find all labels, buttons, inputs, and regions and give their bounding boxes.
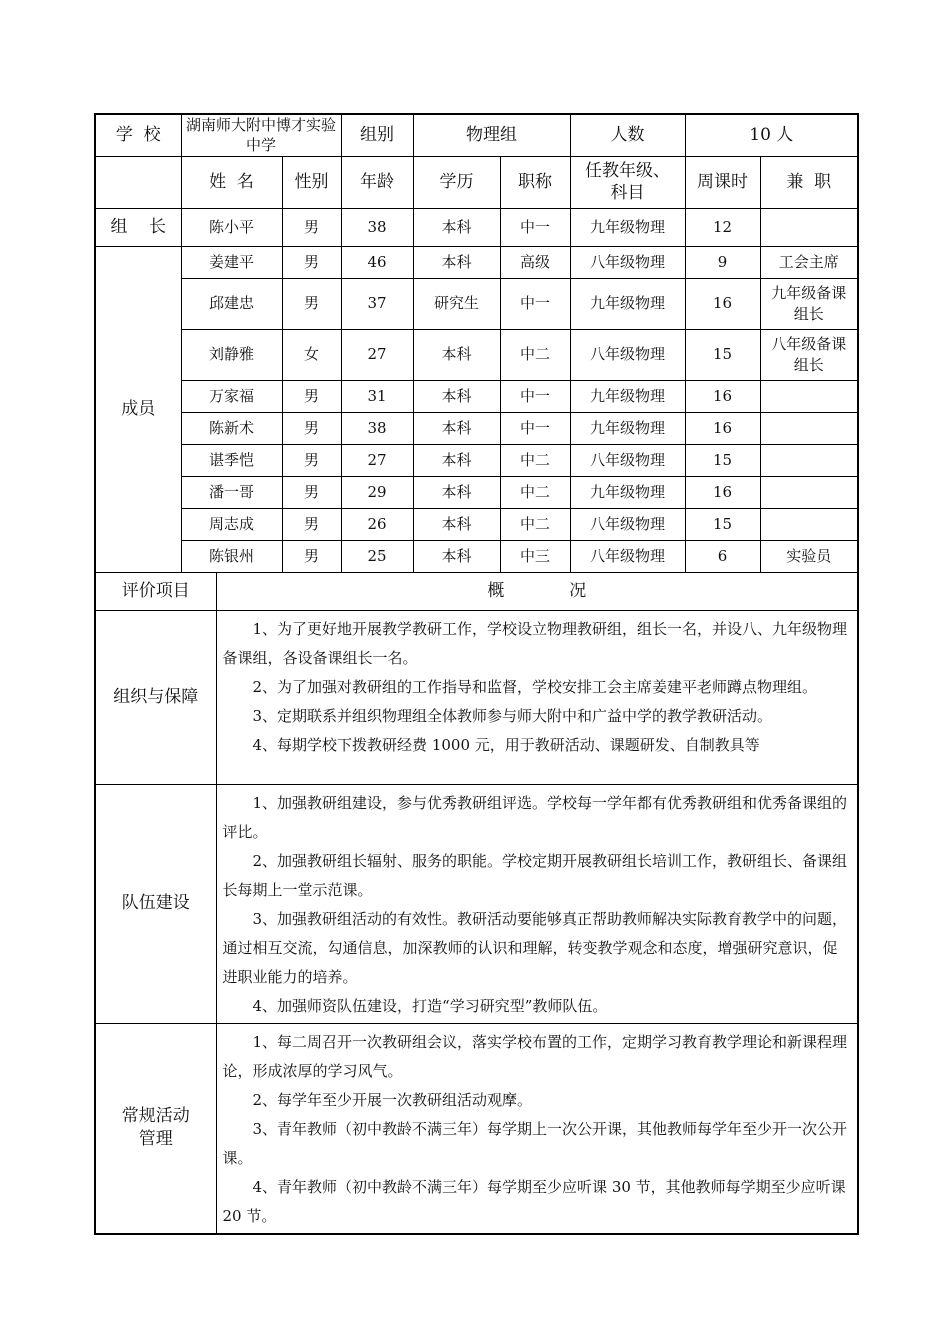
member-hours: 9	[685, 246, 760, 278]
member-education: 本科	[413, 380, 500, 412]
col-age: 年龄	[341, 156, 413, 208]
leader-role: 组 长	[95, 208, 181, 246]
member-title: 中二	[500, 329, 570, 380]
col-extra: 兼 职	[760, 156, 858, 208]
members-label: 成员	[95, 246, 181, 572]
member-row	[95, 380, 858, 412]
member-education: 研究生	[413, 278, 500, 329]
member-extra: 九年级备课组长	[760, 278, 858, 329]
member-hours: 16	[685, 476, 760, 508]
section-paragraph: 1、加强教研组建设，参与优秀教研组评选。学校每一学年都有优秀教研组和优秀备课组的评比。	[222, 793, 848, 841]
member-extra	[760, 476, 858, 508]
member-title: 中三	[500, 540, 570, 572]
member-extra	[760, 380, 858, 412]
section-label: 队伍建设	[95, 784, 216, 1023]
member-age: 29	[341, 476, 413, 508]
col-subject: 任教年级、科目	[570, 156, 685, 208]
section-paragraph: 2、为了加强对教研组的工作指导和监督，学校安排工会主席姜建平老师蹲点物理组。	[252, 677, 818, 696]
section-paragraph: 3、青年教师（初中教龄不满三年）每学期上一次公开课，其他教师每学年至少开一次公开课。	[222, 1119, 848, 1167]
member-subject: 八年级物理	[570, 246, 685, 278]
member-age: 26	[341, 508, 413, 540]
member-name: 潘一哥	[181, 476, 282, 508]
member-hours: 15	[685, 329, 760, 380]
member-education: 本科	[413, 476, 500, 508]
leader-age: 38	[341, 208, 413, 246]
leader-gender: 男	[282, 208, 341, 246]
group-table	[94, 113, 859, 1235]
member-age: 25	[341, 540, 413, 572]
member-extra: 实验员	[760, 540, 858, 572]
member-name: 姜建平	[181, 246, 282, 278]
evaluation-header-row	[95, 572, 858, 610]
member-row	[95, 476, 858, 508]
member-gender: 男	[282, 540, 341, 572]
research-group-form	[94, 113, 857, 1235]
section-paragraph: 3、定期联系并组织物理组全体教师参与师大附中和广益中学的教学教研活动。	[252, 706, 773, 725]
member-education: 本科	[413, 329, 500, 380]
member-subject: 八年级物理	[570, 540, 685, 572]
member-row	[95, 246, 858, 278]
leader-extra	[760, 208, 858, 246]
member-name: 陈银州	[181, 540, 282, 572]
member-row	[95, 444, 858, 476]
member-title: 高级	[500, 246, 570, 278]
section-paragraph: 3、加强教研组活动的有效性。教研活动要能够真正帮助教师解决实际教育教学中的问题，通过相互交流，勾通信息，加深教师的认识和理解，转变教学观念和态度，增强研究意识，促进职业能力的培养。	[222, 909, 848, 986]
member-gender: 男	[282, 508, 341, 540]
member-name: 刘静雅	[181, 329, 282, 380]
leader-hours: 12	[685, 208, 760, 246]
member-education: 本科	[413, 412, 500, 444]
member-hours: 6	[685, 540, 760, 572]
member-gender: 男	[282, 444, 341, 476]
evaluation-section	[95, 1023, 858, 1234]
member-name: 周志成	[181, 508, 282, 540]
member-row	[95, 412, 858, 444]
member-education: 本科	[413, 508, 500, 540]
member-subject: 九年级物理	[570, 476, 685, 508]
section-label: 常规活动管理	[95, 1023, 216, 1234]
leader-name: 陈小平	[181, 208, 282, 246]
overview-label: 概 况	[216, 572, 858, 610]
count-label: 人数	[570, 114, 685, 156]
leader-education: 本科	[413, 208, 500, 246]
member-age: 38	[341, 412, 413, 444]
member-hours: 15	[685, 508, 760, 540]
member-gender: 男	[282, 246, 341, 278]
leader-row	[95, 208, 858, 246]
member-education: 本科	[413, 540, 500, 572]
section-content	[216, 784, 858, 1023]
member-age: 37	[341, 278, 413, 329]
member-subject: 八年级物理	[570, 444, 685, 476]
section-paragraph: 1、为了更好地开展教学教研工作，学校设立物理教研组，组长一名，并设八、九年级物理备课组，各设备课组长一名。	[222, 619, 848, 667]
header-row	[95, 114, 858, 156]
member-hours: 16	[685, 278, 760, 329]
member-education: 本科	[413, 444, 500, 476]
member-age: 27	[341, 329, 413, 380]
member-name: 万家福	[181, 380, 282, 412]
member-extra	[760, 508, 858, 540]
member-row	[95, 278, 858, 329]
column-header-row	[95, 156, 858, 208]
col-hours: 周课时	[685, 156, 760, 208]
member-gender: 男	[282, 476, 341, 508]
member-subject: 九年级物理	[570, 380, 685, 412]
member-name: 邱建忠	[181, 278, 282, 329]
member-subject: 九年级物理	[570, 412, 685, 444]
col-education: 学历	[413, 156, 500, 208]
member-title: 中一	[500, 412, 570, 444]
blank-cell	[95, 156, 181, 208]
member-gender: 男	[282, 380, 341, 412]
member-age: 31	[341, 380, 413, 412]
member-age: 27	[341, 444, 413, 476]
section-paragraph: 2、加强教研组长辐射、服务的职能。学校定期开展教研组长培训工作，教研组长、备课组长每期上一堂示范课。	[222, 851, 848, 899]
member-gender: 男	[282, 278, 341, 329]
member-title: 中二	[500, 476, 570, 508]
section-content	[216, 610, 858, 784]
section-paragraph: 4、青年教师（初中教龄不满三年）每学期至少应听课 30 节，其他教师每学期至少应听课 20 节。	[222, 1177, 846, 1225]
member-title: 中二	[500, 444, 570, 476]
section-label: 组织与保障	[95, 610, 216, 784]
member-title: 中二	[500, 508, 570, 540]
evaluation-section	[95, 784, 858, 1023]
member-subject: 九年级物理	[570, 278, 685, 329]
section-paragraph: 1、每二周召开一次教研组会议，落实学校布置的工作，定期学习教育教学理论和新课程理论，形成浓厚的学习风气。	[222, 1032, 848, 1080]
section-paragraph: 4、加强师资队伍建设，打造“学习研究型”教师队伍。	[252, 996, 608, 1015]
col-gender: 性别	[282, 156, 341, 208]
section-content	[216, 1023, 858, 1234]
member-subject: 八年级物理	[570, 508, 685, 540]
member-extra: 工会主席	[760, 246, 858, 278]
evaluation-section	[95, 610, 858, 784]
school-value: 湖南师大附中博才实验中学	[181, 114, 341, 156]
member-row	[95, 540, 858, 572]
member-hours: 16	[685, 380, 760, 412]
member-extra	[760, 412, 858, 444]
member-age: 46	[341, 246, 413, 278]
member-row	[95, 508, 858, 540]
member-subject: 八年级物理	[570, 329, 685, 380]
member-hours: 15	[685, 444, 760, 476]
member-title: 中一	[500, 278, 570, 329]
col-title: 职称	[500, 156, 570, 208]
school-label: 学 校	[95, 114, 181, 156]
col-name: 姓 名	[181, 156, 282, 208]
member-title: 中一	[500, 380, 570, 412]
member-row	[95, 329, 858, 380]
leader-title: 中一	[500, 208, 570, 246]
member-education: 本科	[413, 246, 500, 278]
member-name: 谌季恺	[181, 444, 282, 476]
member-gender: 女	[282, 329, 341, 380]
member-extra: 八年级备课组长	[760, 329, 858, 380]
group-value: 物理组	[413, 114, 570, 156]
group-label: 组别	[341, 114, 413, 156]
member-gender: 男	[282, 412, 341, 444]
evaluation-item-label: 评价项目	[95, 572, 216, 610]
leader-subject: 九年级物理	[570, 208, 685, 246]
count-value: 10 人	[685, 114, 858, 156]
section-paragraph: 4、每期学校下拨教研经费 1000 元，用于教研活动、课题研发、自制教具等	[252, 735, 760, 754]
member-extra	[760, 444, 858, 476]
section-paragraph: 2、每学年至少开展一次教研组活动观摩。	[252, 1090, 533, 1109]
member-hours: 16	[685, 412, 760, 444]
member-name: 陈新术	[181, 412, 282, 444]
